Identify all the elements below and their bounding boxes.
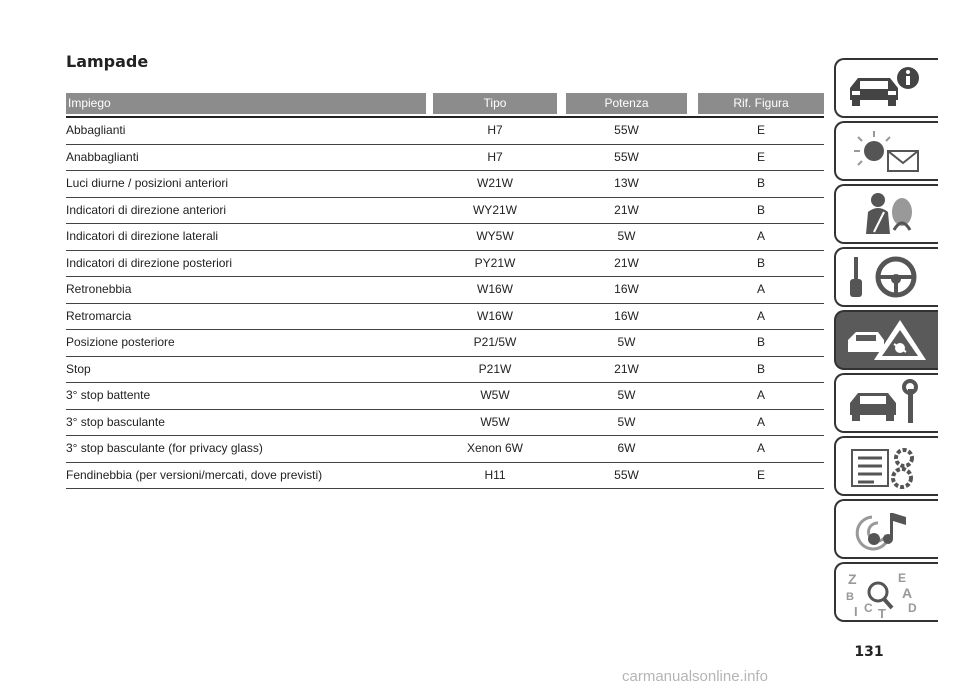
index-letter-c: C	[864, 601, 873, 615]
table-row	[66, 118, 824, 145]
section-title: Lampade	[66, 52, 149, 71]
cell-potenza: 16W	[614, 282, 639, 296]
table-row	[66, 198, 824, 225]
cell-tipo: H7	[487, 123, 503, 137]
index-letter-d: D	[908, 601, 917, 615]
cell-rif: A	[756, 282, 765, 296]
cell-potenza: 55W	[614, 467, 639, 482]
cell-potenza: 5W	[617, 229, 636, 243]
cell-impiego: Anabbaglianti	[66, 149, 139, 164]
table-row	[66, 251, 824, 278]
cell-tipo: H7	[487, 149, 503, 164]
cell-potenza: 16W	[614, 308, 639, 323]
header-impiego: Impiego	[66, 93, 426, 114]
cell-impiego: 3° stop basculante	[66, 414, 165, 429]
cell-potenza: 5W	[617, 335, 636, 349]
cell-impiego: Stop	[66, 361, 91, 376]
cell-tipo: WY5W	[476, 229, 514, 243]
tab-index[interactable]	[834, 562, 938, 622]
cell-tipo: W5W	[480, 388, 510, 402]
table-row	[66, 410, 824, 437]
watermark: carmanualsonline.info	[622, 668, 768, 685]
cell-impiego: Indicatori di direzione posteriori	[66, 255, 233, 270]
cell-potenza: 21W	[614, 361, 639, 376]
tab-starting-driving[interactable]	[834, 247, 938, 307]
header-potenza: Potenza	[566, 93, 687, 114]
table-row	[66, 330, 824, 357]
page-number: 131	[854, 644, 884, 660]
warning-lights-message-icon	[844, 127, 932, 177]
cell-rif: A	[756, 414, 765, 429]
tab-multimedia[interactable]	[834, 499, 938, 559]
cell-impiego: 3° stop battente	[66, 388, 151, 402]
cell-potenza: 13W	[614, 176, 639, 190]
table-row	[66, 357, 824, 384]
cell-rif: A	[756, 388, 765, 402]
index-letter-i: I	[854, 604, 858, 618]
car-info-icon	[844, 64, 932, 114]
table-row	[66, 224, 824, 251]
cell-rif: B	[756, 176, 765, 190]
emergency-warning-triangle-icon	[844, 316, 932, 366]
cell-impiego: Indicatori di direzione anteriori	[66, 202, 227, 217]
cell-rif: B	[756, 255, 765, 270]
index-letter-t: T	[878, 606, 886, 618]
tab-car-info[interactable]	[834, 58, 938, 118]
index-letter-a: A	[902, 585, 913, 601]
cell-potenza: 21W	[614, 255, 639, 270]
cell-rif: A	[756, 229, 765, 243]
index-letter-b: B	[846, 591, 854, 603]
cell-rif: B	[756, 202, 765, 217]
cell-tipo: W21W	[477, 176, 513, 190]
tab-maintenance[interactable]	[834, 373, 938, 433]
cell-rif: A	[756, 441, 765, 455]
cell-potenza: 6W	[617, 441, 636, 455]
cell-rif: E	[756, 467, 765, 482]
cell-impiego: Fendinebbia (per versioni/mercati, dove previsti)	[66, 467, 323, 482]
header-rif-figura: Rif. Figura	[698, 93, 824, 114]
cell-rif: E	[756, 149, 765, 164]
cell-tipo: P21/5W	[473, 335, 517, 349]
cell-tipo: WY21W	[472, 202, 517, 217]
cell-potenza: 5W	[617, 414, 636, 429]
cell-tipo: P21W	[478, 361, 512, 376]
table-header	[66, 93, 824, 114]
tab-technical-data[interactable]	[834, 436, 938, 496]
table-row	[66, 304, 824, 331]
table-row	[66, 463, 824, 490]
cell-tipo: W16W	[477, 308, 513, 323]
lamp-table	[66, 116, 824, 489]
table-row	[66, 277, 824, 304]
cell-tipo: W5W	[480, 414, 510, 429]
cell-tipo: H11	[484, 467, 506, 482]
cell-rif: A	[756, 308, 765, 323]
cell-impiego: Retronebbia	[66, 282, 132, 296]
cell-rif: B	[756, 361, 765, 376]
cell-potenza: 5W	[617, 388, 636, 402]
car-maintenance-wrench-icon	[844, 379, 932, 429]
table-row	[66, 145, 824, 172]
technical-data-gear-icon	[844, 442, 932, 492]
multimedia-music-icon	[844, 505, 932, 555]
table-row	[66, 436, 824, 463]
cell-tipo: PY21W	[474, 255, 516, 270]
cell-tipo: Xenon 6W	[466, 441, 524, 455]
cell-impiego: Abbaglianti	[66, 123, 126, 137]
cell-potenza: 21W	[614, 202, 639, 217]
tab-safety[interactable]	[834, 184, 938, 244]
cell-impiego: Posizione posteriore	[66, 335, 175, 349]
tab-emergency[interactable]	[834, 310, 938, 370]
header-tipo: Tipo	[433, 93, 557, 114]
cell-impiego: Indicatori di direzione laterali	[66, 229, 219, 243]
cell-impiego: Luci diurne / posizioni anteriori	[66, 176, 229, 190]
alphabetical-index-icon	[844, 568, 932, 618]
cell-rif: E	[756, 123, 765, 137]
index-letter-e: E	[898, 571, 907, 585]
cell-tipo: W16W	[477, 282, 513, 296]
cell-potenza: 55W	[614, 123, 639, 137]
cell-rif: B	[756, 335, 765, 349]
safety-airbag-icon	[844, 190, 932, 240]
cell-impiego: Retromarcia	[66, 308, 132, 323]
cell-potenza: 55W	[614, 149, 639, 164]
key-steering-wheel-icon	[844, 253, 932, 303]
index-letter-z: Z	[848, 571, 857, 587]
table-row	[66, 171, 824, 198]
cell-impiego: 3° stop basculante (for privacy glass)	[66, 441, 263, 455]
table-row	[66, 383, 824, 410]
tab-warning-lights[interactable]	[834, 121, 938, 181]
